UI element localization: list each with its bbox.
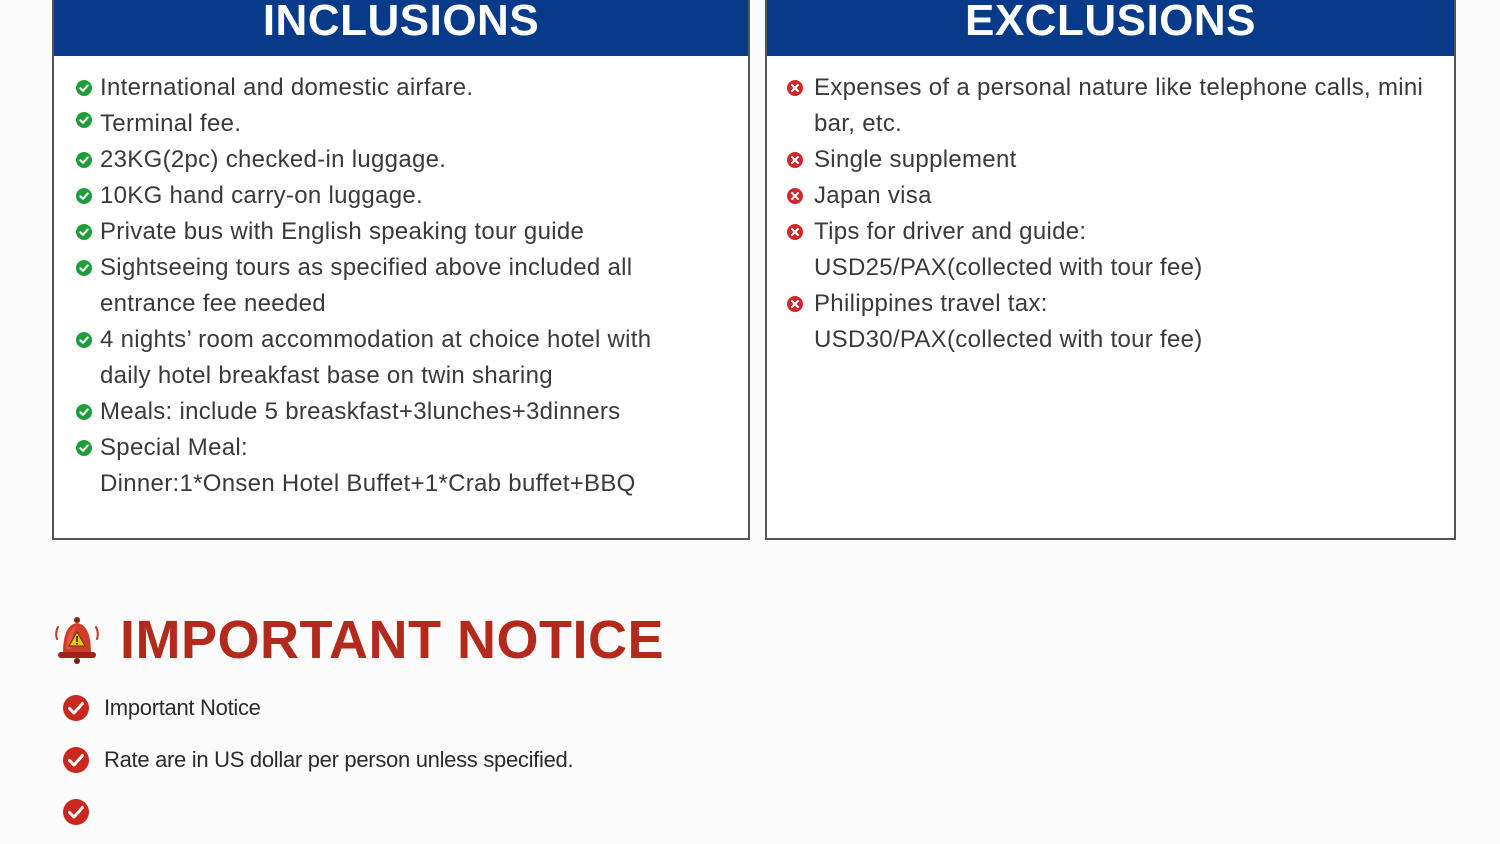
inclusions-title: INCLUSIONS: [262, 0, 540, 45]
exclusion-text: Single supplement: [814, 146, 1017, 173]
exclusions-title: EXCLUSIONS: [964, 0, 1257, 45]
inclusion-text: Special Meal:: [100, 434, 248, 461]
inclusions-panel: [52, 0, 750, 540]
inclusion-text: International and domestic airfare.: [100, 74, 474, 101]
check-circle-icon: [76, 440, 92, 456]
x-circle-icon: [787, 188, 803, 204]
check-circle-icon: [76, 152, 92, 168]
inclusion-text: 23KG(2pc) checked-in luggage.: [100, 146, 447, 173]
inclusion-item: [74, 430, 738, 502]
inclusion-item: [74, 214, 738, 250]
inclusion-item: [74, 394, 738, 430]
notice-item: [62, 740, 573, 792]
exclusion-item: [785, 70, 1434, 142]
check-badge-icon: [62, 746, 90, 774]
inclusion-item: [74, 106, 738, 142]
exclusion-item: [785, 178, 1444, 214]
check-circle-icon: [76, 332, 92, 348]
exclusion-text-line2: USD25/PAX(collected with tour fee): [814, 254, 1203, 281]
notice-item: [62, 688, 573, 740]
check-circle-icon: [76, 260, 92, 276]
x-circle-icon: [787, 224, 803, 240]
x-circle-icon: [787, 152, 803, 168]
inclusions-list: [74, 70, 738, 502]
inclusion-text: 10KG hand carry-on luggage.: [100, 182, 423, 209]
inclusion-item: [74, 142, 738, 178]
check-circle-icon: [76, 188, 92, 204]
notice-item-partial: [62, 792, 573, 844]
notice-text: Important Notice: [104, 695, 261, 720]
inclusion-text-line2: Dinner:1*Onsen Hotel Buffet+1*Crab buffet+BBQ: [100, 470, 636, 497]
check-circle-icon: [76, 80, 92, 96]
x-circle-icon: [787, 296, 803, 312]
exclusion-text: Japan visa: [814, 182, 932, 209]
inclusion-item: [74, 322, 660, 394]
inclusion-text: Sightseeing tours as specified above included all entrance fee needed: [100, 254, 633, 317]
exclusions-list: [785, 70, 1444, 358]
exclusion-text: Expenses of a personal nature like telephone calls, mini bar, etc.: [814, 74, 1424, 137]
inclusion-text: Meals: include 5 breaskfast+3lunches+3dinners: [100, 398, 621, 425]
inclusion-text: Private bus with English speaking tour guide: [100, 218, 585, 245]
exclusion-text: Philippines travel tax:: [814, 290, 1048, 317]
check-circle-icon: [76, 404, 92, 420]
check-badge-icon: [62, 798, 90, 826]
x-circle-icon: [787, 80, 803, 96]
exclusion-item: [785, 214, 1444, 286]
exclusions-header: [767, 0, 1454, 56]
inclusion-text: 4 nights’ room accommodation at choice hotel with daily hotel breakfast base on twin sharing: [100, 326, 652, 389]
exclusion-text: Tips for driver and guide:: [814, 218, 1087, 245]
check-circle-icon: [76, 112, 92, 128]
inclusion-text: Terminal fee.: [100, 110, 242, 137]
exclusion-item: [785, 142, 1444, 178]
inclusion-item: [74, 250, 700, 322]
inclusion-item: [74, 178, 738, 214]
inclusions-header: [54, 0, 748, 56]
notice-text: Rate are in US dollar per person unless specified.: [104, 747, 574, 772]
exclusion-item: [785, 286, 1444, 358]
important-notice-heading: [52, 610, 664, 670]
notice-list: [62, 688, 573, 844]
alarm-bell-icon: [52, 615, 102, 665]
important-notice-title: IMPORTANT NOTICE: [120, 610, 664, 670]
check-circle-icon: [76, 224, 92, 240]
check-badge-icon: [62, 694, 90, 722]
exclusions-panel: [765, 0, 1456, 540]
inclusion-item: [74, 70, 738, 106]
exclusion-text-line2: USD30/PAX(collected with tour fee): [814, 326, 1203, 353]
